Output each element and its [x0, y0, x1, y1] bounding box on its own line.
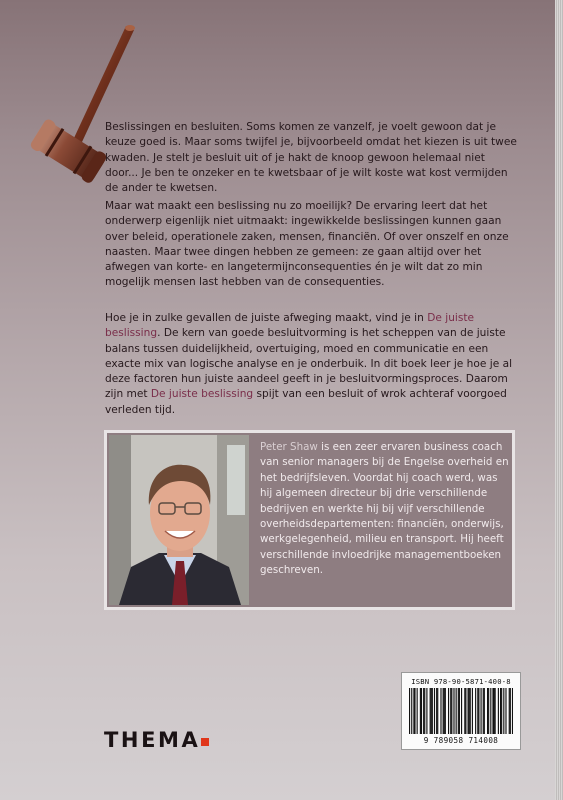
author-name: Peter Shaw	[260, 441, 318, 453]
body-paragraph: Maar wat maakt een beslissing nu zo moeilijk? De ervaring leert dat het onderwerp eigenlijk niet uitmaakt: ingewikkelde beslissingen kunnen gaan over beleid, operationele zaken, mensen, financiën. Of over onszelf en onze naasten. Maar twee dingen hebben ze gemeen: ze gaan altijd over het afwegen van korte- en langetermijnconsequenties én je wilt dat zo min mogelijk mensen last hebben van de consequenties.	[105, 200, 509, 289]
author-photo	[109, 435, 249, 605]
author-bio-text	[260, 440, 510, 579]
isbn-label: ISBN 978-90-5871-400-8	[411, 677, 511, 686]
conclusion-paragraph	[105, 311, 520, 418]
book-title-reference: De juiste beslissing	[105, 312, 475, 340]
barcode-icon	[409, 688, 513, 734]
book-title-reference: De juiste beslissing	[150, 388, 254, 401]
conclusion-text: spijt van een besluit of wrok achteraf voorgoed verleden tijd.	[105, 388, 507, 416]
logo-dot-icon	[201, 738, 209, 746]
publisher-logo	[104, 728, 209, 752]
isbn-barcode	[401, 672, 521, 750]
intro-paragraph: Beslissingen en besluiten. Soms komen ze vanzelf, je voelt gewoon dat je keuze goed is. Maar soms twijfel je, bijvoorbeeld omdat het kiezen is uit twee kwaden. Je stelt je besluit uit of je hakt de knoop gewoon helemaal niet door... Je ben te onzeker en te kwetsbaar of je wilt koste wat kost vermijden de ander te kwetsen.	[105, 121, 517, 195]
author-bio-body: is een zeer ervaren business coach van senior managers bij de Engelse overheid en het bedrijfsleven. Voordat hij coach werd, was hij algemeen directeur bij drie verschillende bedrijven en werkte hij bij vijf verschillende overheidsdepartementen: financiën, onderwijs, werkgelegenheid, milieu en transport. Hij heeft verschillende invloedrijke managementboeken geschreven.	[260, 441, 509, 577]
page-edges	[555, 0, 563, 800]
conclusion-text: Hoe je in zulke gevallen de juiste afweging maakt, vind je in	[105, 312, 428, 324]
author-portrait-image	[109, 435, 249, 605]
conclusion-text: . De kern van goede besluitvorming is het scheppen van de juiste balans tussen duidelijkheid, overtuiging, moed en communicatie en een exacte mix van logische analyse en je onderbuik. In dit boek leer je hoe je al deze factoren hun juiste aandeel geeft in je besluitvormingsproces. Daarom zijn met	[105, 327, 513, 401]
author-bio-box	[104, 430, 515, 610]
barcode-number: 9 789058 714008	[423, 736, 499, 745]
publisher-name: THEMA	[104, 728, 201, 752]
